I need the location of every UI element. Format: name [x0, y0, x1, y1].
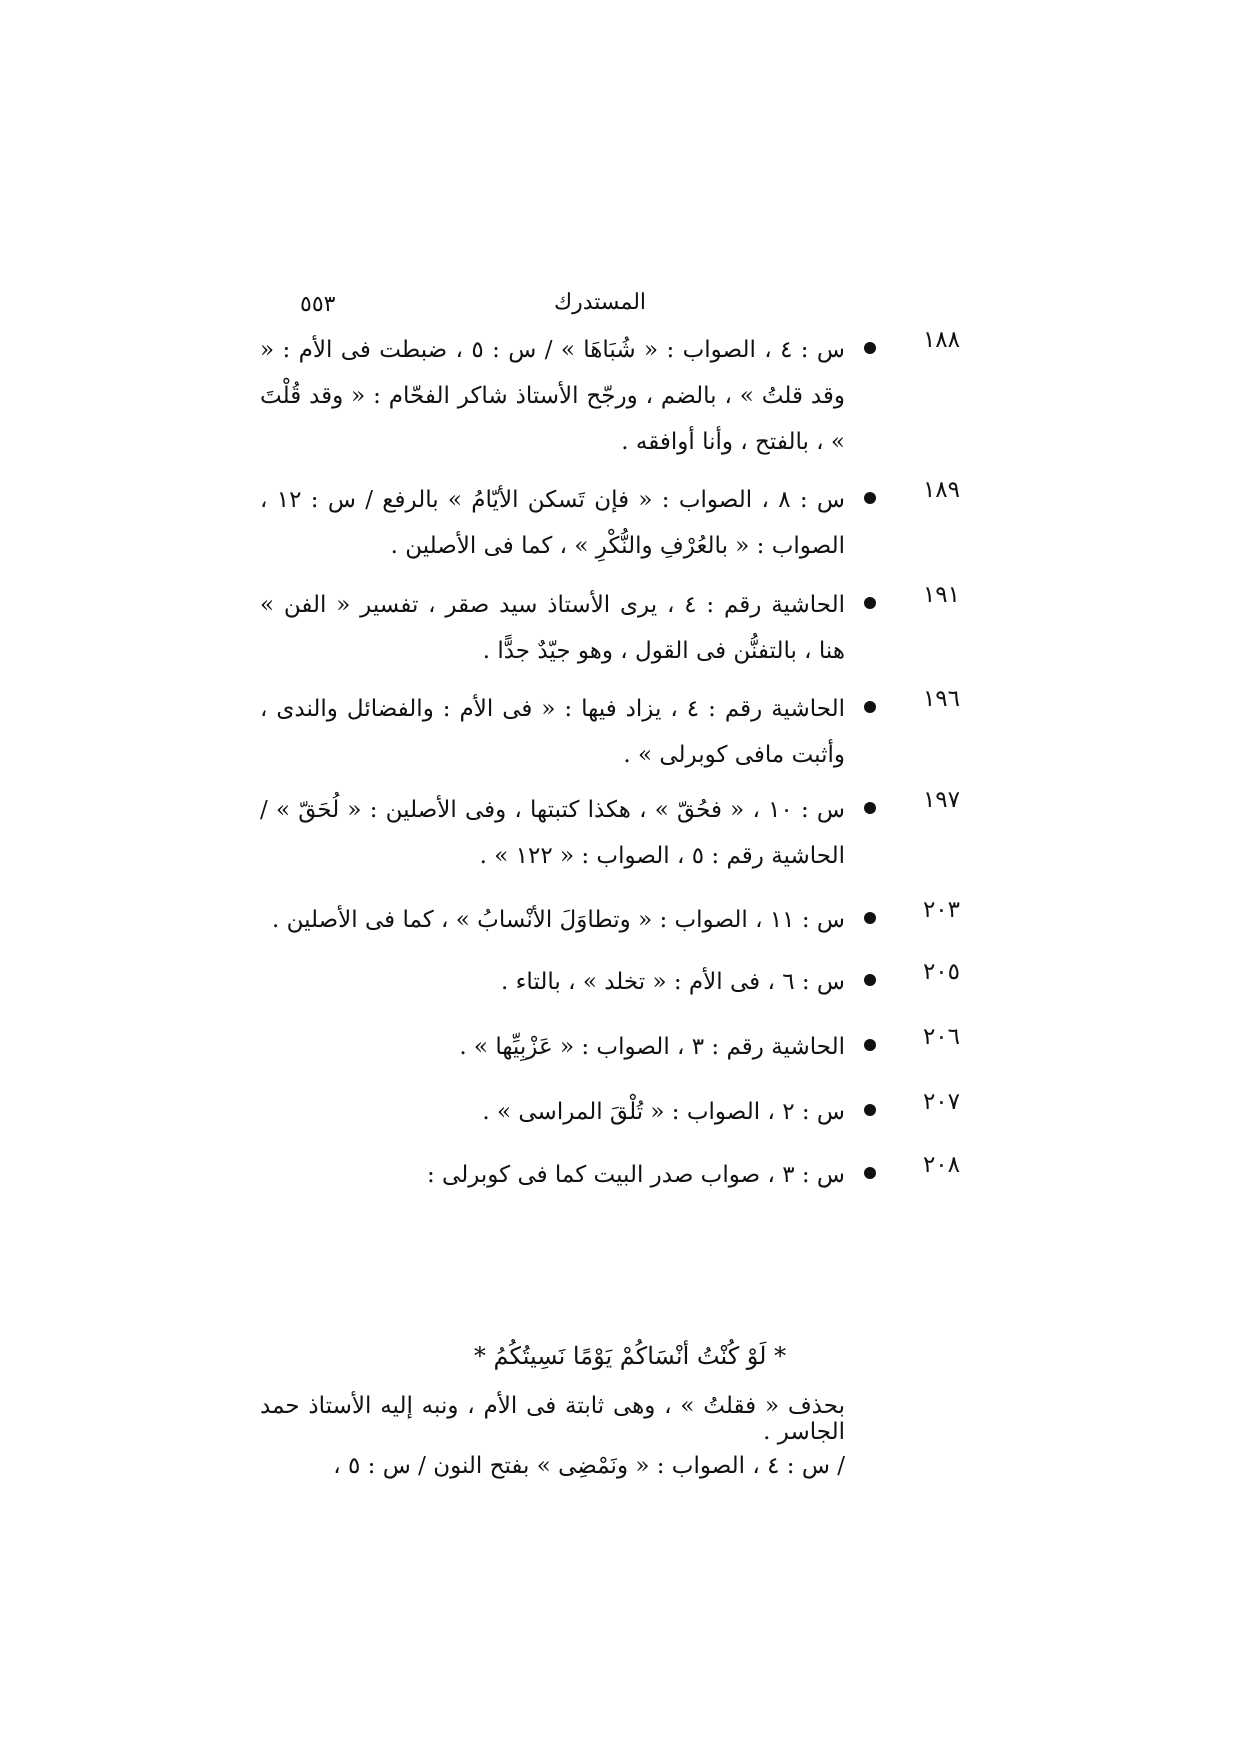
- continuation-line: بحذف « فقلتُ » ، وهى ثابتة فى الأم ، ونبه إليه الأستاذ حمد الجاسر .: [260, 1393, 845, 1445]
- bullet-icon: [864, 1167, 876, 1179]
- entry-text: الحاشية رقم : ٤ ، يزاد فيها : « فى الأم : والفضائل والندى ، وأثبت مافى كوبرلى » .: [260, 696, 846, 768]
- bullet-icon: [864, 597, 876, 609]
- bullet-icon: [864, 974, 876, 986]
- entry-text: س : ١٠ ، « فحُقّ » ، هكذا كتبتها ، وفى الأصلين : « لُحَقّ » / الحاشية رقم : ٥ ، الصواب : « ١٢٢ » .: [260, 797, 845, 869]
- entry-text: س : ١١ ، الصواب : « وتطاوَلَ الأنْسابُ » ، كما فى الأصلين .: [271, 907, 845, 933]
- entry-number: ١٨٨: [922, 327, 960, 353]
- bullet-icon: [864, 1104, 876, 1116]
- bullet-icon: [864, 701, 876, 713]
- entry-number: ٢٠٥: [922, 959, 960, 985]
- entry-text: الحاشية رقم : ٤ ، يرى الأستاذ سيد صقر ، تفسير « الفن » هنا ، بالتفنُّن فى القول ، وهو جيّدٌ جدًّا .: [260, 592, 845, 664]
- entry-number: ١٩٧: [922, 787, 960, 813]
- bullet-icon: [864, 1039, 876, 1051]
- running-header-title: المستدرك: [553, 290, 647, 315]
- bullet-icon: [864, 492, 876, 504]
- entry-text: الحاشية رقم : ٣ ، الصواب : « عَزْبِيِّها » .: [459, 1034, 845, 1060]
- page-number: ٥٥٣: [300, 292, 336, 317]
- entry-number: ١٨٩: [922, 477, 960, 503]
- entry-number: ٢٠٦: [922, 1024, 960, 1050]
- entry-text: س : ٢ ، الصواب : « تُلْقَ المراسى » .: [482, 1099, 845, 1125]
- entry-text: س : ٨ ، الصواب : « فإن تَسكن الأيّامُ » بالرفع / س : ١٢ ، الصواب : « بالعُرْفِ والنُّكْرِ » ، كما فى الأصلين .: [260, 487, 845, 559]
- entry-number: ٢٠٣: [922, 897, 960, 923]
- entry-text: س : ٣ ، صواب صدر البيت كما فى كوبرلى :: [426, 1162, 845, 1188]
- entry-text: س : ٦ ، فى الأم : « تخلد » ، بالتاء .: [500, 969, 845, 995]
- entry-number: ٢٠٨: [922, 1152, 960, 1178]
- entry-number: ١٩٦: [922, 686, 960, 712]
- bullet-icon: [864, 802, 876, 814]
- bullet-icon: [864, 342, 876, 354]
- bullet-icon: [864, 912, 876, 924]
- entry-text: س : ٤ ، الصواب : « شُبَاهَا » / س : ٥ ، ضبطت فى الأم : « وقد قلتُ » ، بالضم ، ورجّح الأستاذ شاكر الفحّام : « وقد قُلْتَ » ، بالفتح ، وأنا أوافقه .: [260, 337, 846, 455]
- entry-number: ١٩١: [922, 582, 960, 608]
- entry-number: ٢٠٧: [922, 1089, 960, 1115]
- continuation-line: / س : ٤ ، الصواب : « ونَمْضِى » بفتح النون / س : ٥ ،: [333, 1453, 845, 1479]
- poem-verse: * لَوْ كُنْتُ أنْسَاكُمْ يَوْمًا نَسِيتُكُمُ *: [473, 1342, 787, 1370]
